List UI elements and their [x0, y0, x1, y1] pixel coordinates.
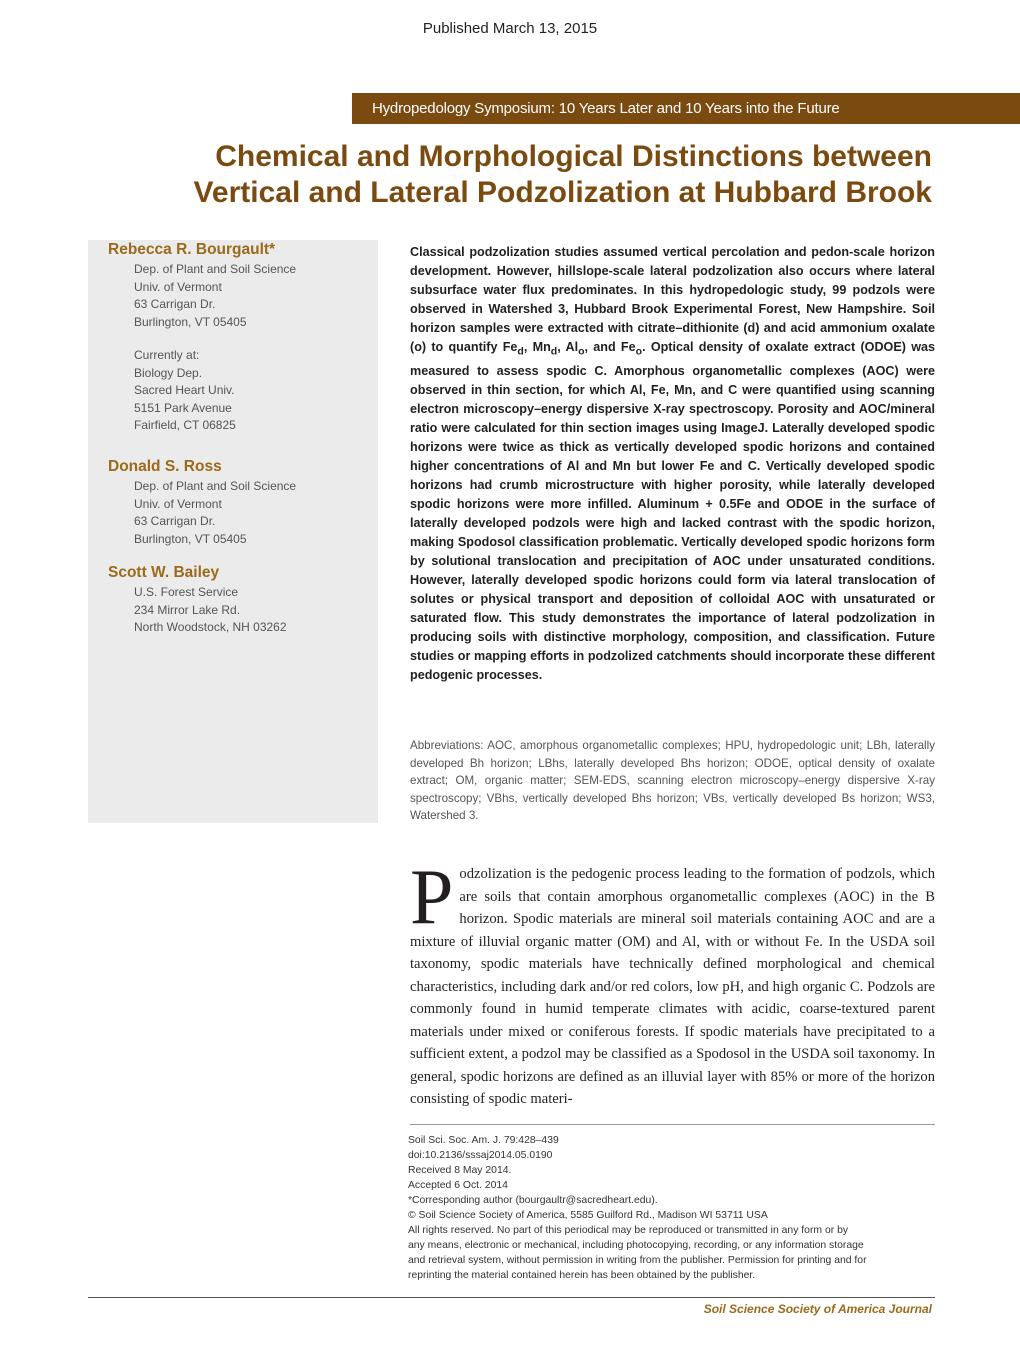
- affiliation-line: Currently at:: [134, 348, 200, 362]
- author-name: Rebecca R. Bourgault*: [108, 241, 276, 258]
- author-name: Scott W. Bailey: [108, 564, 220, 581]
- drop-cap: P: [410, 853, 454, 940]
- footnote-line: and retrieval system, without permission in writing from the publisher. Permission for printing and for: [408, 1255, 867, 1266]
- footnote-line: any means, electronic or mechanical, including photocopying, recording, or any information storage: [408, 1240, 864, 1251]
- affiliation-line: Univ. of Vermont: [134, 279, 222, 294]
- author-block: [108, 240, 373, 435]
- affiliation-line: Fairfield, CT 06825: [134, 418, 236, 432]
- affiliation-line: North Woodstock, NH 03262: [134, 620, 287, 634]
- abbreviations: Abbreviations: AOC, amorphous organometallic complexes; HPU, hydropedologic unit; LBh, laterally developed Bh horizon; LBhs, laterally developed Bhs horizon; ODOE, optical density of oxalate extract; OM, organic matter; SEM-EDS, scanning electron microscopy–energy dispersive X-ray spectroscopy; VBhs, vertically developed Bhs horizon; VBs, vertically developed Bs horizon; WS3, Watershed 3.: [410, 739, 935, 822]
- affiliation-line: U.S. Forest Service: [134, 585, 239, 599]
- author-block: [108, 563, 373, 637]
- affiliation-line: Burlington, VT 05405: [134, 531, 247, 546]
- subscript: o: [578, 345, 585, 358]
- footnote-divider: [410, 1124, 935, 1125]
- footnotes: [408, 1133, 938, 1283]
- affiliation-line: 5151 Park Avenue: [134, 400, 232, 415]
- footnote-line: Soil Sci. Soc. Am. J. 79:428–439: [408, 1135, 559, 1146]
- abstract-text: . Optical density of oxalate extract (ODOE) was measured to assess spodic C. Amorphous organometallic complexes (AOC) were observed in thin section, for which Al, Fe, Mn, and C were quantified using scanning electron microscopy–energy dispersive X-ray spectroscopy. Porosity and AOC/mineral ratio were calculated for thin section images using ImageJ. Laterally developed spodic horizons were twice as thick as vertically developed spodic horizons and contained higher concentrations of Al and Mn but lower Fe and C. Vertically developed spodic horizons had crumb microstructure with higher porosity, while laterally developed spodic horizons were more infilled. Aluminum + 0.5Fe and ODOE in the surface of laterally developed podzols were high and lacked contrast with the spodic horizon, making Spodosol classification problematic. Vertically developed spodic horizons form by solutional translocation and precipitation of AOC under unsaturated conditions. However, laterally developed spodic horizons could form via lateral translocation of solutes or physical transport and deposition of colloidal AOC with unsaturated or saturated flow. This study demonstrates the importance of lateral podzolization in producing soils with distinctive morphology, composition, and classification. Future studies or mapping efforts in podzolized catchments should incorporate these different pedogenic processes.: [410, 340, 936, 682]
- affiliation-line: 63 Carrigan Dr.: [134, 297, 216, 311]
- affiliation-line: Biology Dep.: [134, 365, 203, 380]
- footnote-line: *Corresponding author (bourgaultr@sacredheart.edu).: [408, 1195, 658, 1206]
- body-text: [410, 853, 935, 1111]
- footnote-line: Accepted 6 Oct. 2014: [408, 1180, 508, 1191]
- affiliation-line: 63 Carrigan Dr.: [134, 514, 216, 528]
- affiliation-line: Dep. of Plant and Soil Science: [134, 262, 297, 276]
- subscript: d: [550, 345, 558, 358]
- article-title-line-1: Chemical and Morphological Distinctions between: [215, 140, 932, 173]
- abstract: [410, 243, 935, 685]
- footnote-line: All rights reserved. No part of this periodical may be reproduced or transmitted in any form or by: [408, 1225, 849, 1236]
- journal-name: Soil Science Society of America Journal: [703, 1302, 932, 1316]
- footnote-line: Received 8 May 2014.: [408, 1165, 512, 1176]
- footnote-line: © Soil Science Society of America, 5585 Guilford Rd., Madison WI 53711 USA: [408, 1210, 768, 1221]
- article-title-line-2: Vertical and Lateral Podzolization at Hubbard Brook: [193, 176, 932, 209]
- abstract-text: , Al: [557, 340, 579, 354]
- body-paragraph: odzolization is the pedogenic process leading to the formation of podzols, which are soils that contain amorphous organometallic complexes (AOC) in the B horizon. Spodic materials are mineral soil materials containing AOC and are a mixture of illuvial organic matter (OM) and Al, with or without Fe. In the USDA soil taxonomy, spodic materials have technically defined morphological and chemical characteristics, including dark and/or red colors, low pH, and high organic C. Podzols are commonly found in humid temperate climates with acidic, coarse-textured parent materials under mixed or coniferous forests. If spodic materials have precipitated to a sufficient extent, a podzol may be classified as a Spodosol in the USDA soil taxonomy. In general, spodic horizons are defined as an illuvial layer with 85% or more of the horizon consisting of spodic materi-: [410, 866, 935, 1107]
- author-sidebar: [88, 240, 378, 823]
- subscript: d: [517, 345, 524, 358]
- footnote-line: doi:10.2136/sssaj2014.05.0190: [408, 1150, 553, 1161]
- abstract-text: , and Fe: [584, 340, 636, 354]
- published-date: Published March 13, 2015: [422, 20, 598, 37]
- author-block: [108, 457, 373, 548]
- affiliation-line: Dep. of Plant and Soil Science: [134, 479, 297, 493]
- subscript: o: [635, 345, 643, 358]
- abstract-text: , Mn: [523, 340, 551, 354]
- affiliation-line: Sacred Heart Univ.: [134, 383, 235, 397]
- footer-divider: [88, 1297, 935, 1298]
- affiliation-line: Burlington, VT 05405: [134, 314, 247, 329]
- affiliation-line: 234 Mirror Lake Rd.: [134, 602, 241, 617]
- abstract-text: Classical podzolization studies assumed vertical percolation and pedon-scale horizon development. However, hillslope-scale lateral podzolization also occurs where lateral subsurface water flux predominates. In this hydropedologic study, 99 podzols were observed in Watershed 3, Hubbard Brook Experimental Forest, New Hampshire. Soil horizon samples were extracted with citrate–dithionite (d) and acid ammonium oxalate (o) to quantify Fe: [410, 245, 935, 354]
- author-name: Donald S. Ross: [108, 458, 222, 475]
- symposium-banner: Hydropedology Symposium: 10 Years Later and 10 Years into the Future: [352, 93, 1020, 124]
- footnote-line: reprinting the material contained herein has been obtained by the publisher.: [408, 1270, 756, 1281]
- affiliation-line: Univ. of Vermont: [134, 496, 222, 511]
